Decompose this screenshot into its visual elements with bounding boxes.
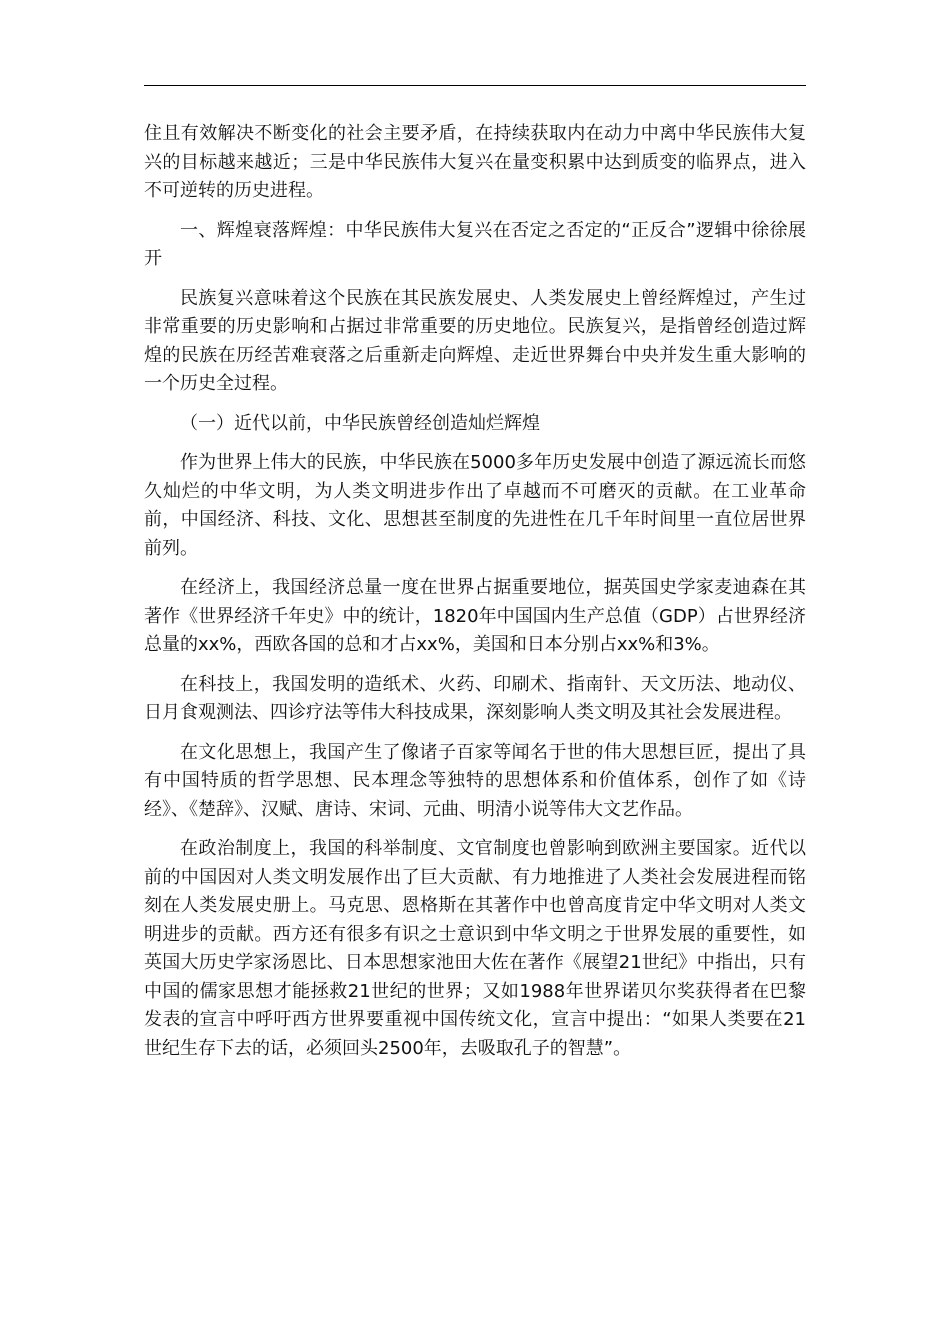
document-body: [144, 120, 806, 1074]
paragraph-culture: 在文化思想上，我国产生了像诸子百家等闻名于世的伟大思想巨匠，提出了具有中国特质的哲学思想、民本理念等独特的思想体系和价值体系，创作了如《诗经》、《楚辞》、汉赋、唐诗、宋词、元曲、明清小说等伟大文艺作品。: [144, 741, 806, 820]
paragraph-revival-definition: 民族复兴意味着这个民族在其民族发展史、人类发展史上曾经辉煌过，产生过非常重要的历史影响和占据过非常重要的历史地位。民族复兴，是指曾经创造过辉煌的民族在历经苦难衰落之后重新走向辉煌、走近世界舞台中央并发生重大影响的一个历史全过程。: [144, 287, 806, 394]
paragraph-continuation: 住且有效解决不断变化的社会主要矛盾，在持续获取内在动力中离中华民族伟大复兴的目标越来越近；三是中华民族伟大复兴在量变积累中达到质变的临界点，进入不可逆转的历史进程。: [144, 123, 806, 201]
paragraph-civilization: 作为世界上伟大的民族，中华民族在5000多年历史发展中创造了源远流长而悠久灿烂的中华文明，为人类文明进步作出了卓越而不可磨灭的贡献。在工业革命前，中国经济、科技、文化、思想甚至制度的先进性在几千年时间里一直位居世界前列。: [144, 452, 806, 559]
section-heading-1: 一、辉煌衰落辉煌：中华民族伟大复兴在否定之否定的“正反合”逻辑中徐徐展开: [144, 219, 806, 269]
paragraph-technology: 在科技上，我国发明的造纸术、火药、印刷术、指南针、天文历法、地动仪、日月食观测法、四诊疗法等伟大科技成果，深刻影响人类文明及其社会发展进程。: [144, 673, 806, 723]
header-rule: [144, 85, 806, 86]
paragraph-politics: 在政治制度上，我国的科举制度、文官制度也曾影响到欧洲主要国家。近代以前的中国因对人类文明发展作出了巨大贡献、有力地推进了人类社会发展进程而铭刻在人类发展史册上。马克思、恩格斯在其著作中也曾高度肯定中华文明对人类文明进步的贡献。西方还有很多有识之士意识到中华文明之于世界发展的重要性，如英国大历史学家汤恩比、日本思想家池田大佐在著作《展望21世纪》中指出，只有中国的儒家思想才能拯救21世纪的世界；又如1988年世界诺贝尔奖获得者在巴黎发表的宣言中呼吁西方世界要重视中国传统文化，宣言中提出：“如果人类要在21世纪生存下去的话，必须回头2500年，去吸取孔子的智慧”。: [144, 838, 806, 1059]
paragraph-economy: 在经济上，我国经济总量一度在世界占据重要地位，据英国史学家麦迪森在其著作《世界经济千年史》中的统计，1820年中国国内生产总值（GDP）占世界经济总量的xx%，西欧各国的总和才占xx%，美国和日本分别占xx%和3%。: [144, 577, 806, 655]
subsection-heading-1: （一）近代以前，中华民族曾经创造灿烂辉煌: [180, 412, 540, 434]
